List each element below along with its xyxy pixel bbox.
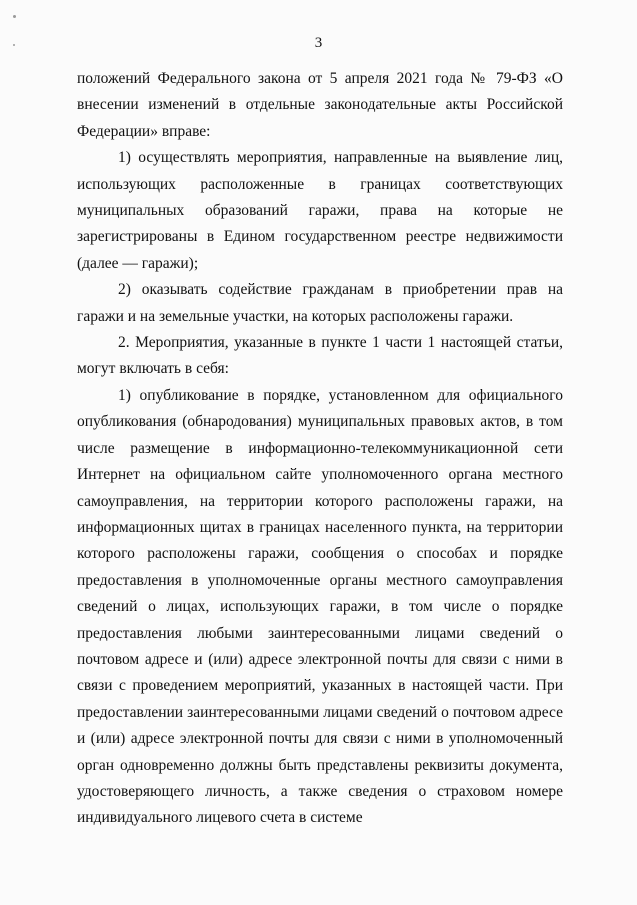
- paragraph: 2) оказывать содействие гражданам в приобретении прав на гаражи и на земельные участки, на которых расположены гаражи.: [77, 281, 563, 325]
- paragraph: 1) опубликование в порядке, установленном для официального опубликования (обнародования) муниципальных правовых актов, в том числе размещение в информационно-телекоммуникационной сети Интернет на официальном сайте уполномоченного органа местного самоуправления, на территории которого расположены гаражи, на информационных щитах в границах населенного пункта, на территории которого расположены гаражи, сообщения о способах и порядке предоставления в уполномоченные органы местного самоуправления сведений о лицах, использующих гаражи, в том числе о порядке предоставления любыми заинтересованными лицами сведений о почтовом адресе и (или) адресе электронной почты для связи с ними в связи с проведением мероприятий, указанных в настоящей части. При предоставлении заинтересованными лицами сведений о почтовом адресе и (или) адресе электронной почты для связи с ними в уполномоченный орган одновременно должны быть представлены реквизиты документа, удостоверяющего личность, а также сведения о страховом номере индивидуального лицевого счета в системе: [77, 386, 563, 827]
- paragraph: положений Федерального закона от 5 апреля 2021 года № 79-ФЗ «О внесении изменений в отдельные законодательные акты Российской Федерации» вправе:: [77, 70, 563, 140]
- paragraph: 2. Мероприятия, указанные в пункте 1 части 1 настоящей статьи, могут включать в себя:: [77, 334, 563, 378]
- scan-speck: [13, 15, 16, 18]
- document-body: [77, 66, 563, 832]
- paragraph: 1) осуществлять мероприятия, направленные на выявление лиц, использующих расположенные в границах соответствующих муниципальных образований гаражи, права на которые не зарегистрированы в Едином государственном реестре недвижимости (далее — гаражи);: [77, 149, 563, 272]
- page-number: 3: [314, 35, 323, 51]
